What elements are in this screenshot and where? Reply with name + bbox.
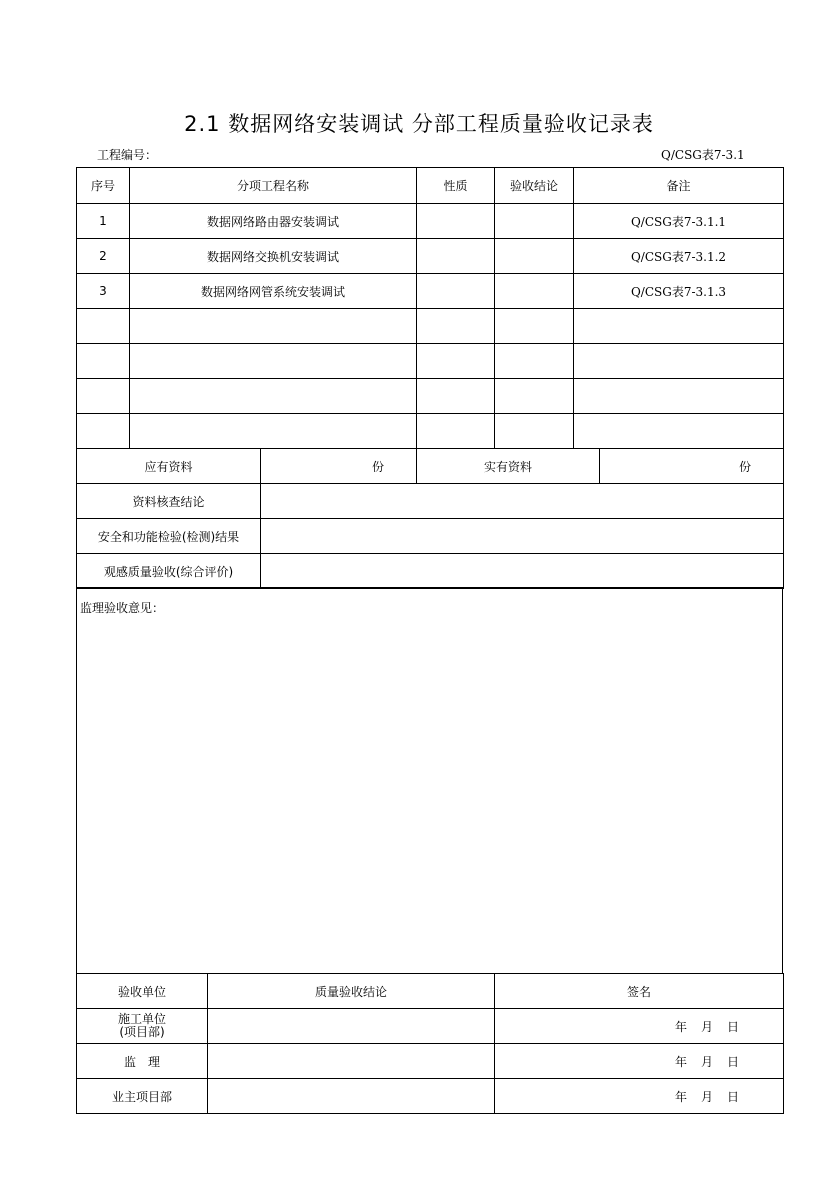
signature-contractor[interactable] xyxy=(495,1009,784,1044)
row-no: 3 xyxy=(77,274,130,309)
unit-contractor-line2: (项目部) xyxy=(119,1025,165,1039)
row-nature[interactable] xyxy=(417,274,495,309)
row-remark[interactable] xyxy=(574,414,784,449)
header-nature: 性质 xyxy=(417,168,495,204)
row-nature[interactable] xyxy=(417,204,495,239)
header-remark: 备注 xyxy=(574,168,784,204)
row-remark[interactable] xyxy=(574,344,784,379)
check-row xyxy=(77,519,784,554)
row-remark: Q/CSG表7-3.1.3 xyxy=(574,274,784,309)
required-docs-unit[interactable]: 份 xyxy=(261,449,417,484)
quality-conclusion-contractor[interactable] xyxy=(208,1009,495,1044)
check-label-safety-function: 安全和功能检验(检测)结果 xyxy=(77,519,261,554)
date-month: 月 xyxy=(700,1019,713,1034)
row-nature[interactable] xyxy=(417,344,495,379)
header-quality-conclusion: 质量验收结论 xyxy=(208,974,495,1009)
row-no[interactable] xyxy=(77,344,130,379)
supervision-opinion-box[interactable] xyxy=(76,587,783,974)
row-nature[interactable] xyxy=(417,379,495,414)
header-name: 分项工程名称 xyxy=(130,168,417,204)
signature-owner[interactable] xyxy=(495,1079,784,1114)
unit-contractor xyxy=(77,1009,208,1044)
row-conclusion[interactable] xyxy=(495,274,574,309)
row-conclusion[interactable] xyxy=(495,239,574,274)
check-row xyxy=(77,484,784,519)
date-year: 年 xyxy=(674,1054,687,1069)
row-name[interactable] xyxy=(130,414,417,449)
table-row xyxy=(77,414,784,449)
check-value-safety-function[interactable] xyxy=(261,519,784,554)
required-docs-label: 应有资料 xyxy=(77,449,261,484)
row-remark: Q/CSG表7-3.1.2 xyxy=(574,239,784,274)
table-row xyxy=(77,239,784,274)
row-nature[interactable] xyxy=(417,239,495,274)
check-row xyxy=(77,554,784,589)
row-conclusion[interactable] xyxy=(495,344,574,379)
table-row xyxy=(77,204,784,239)
check-value-appearance[interactable] xyxy=(261,554,784,589)
documents-row xyxy=(77,449,784,484)
acceptance-row-contractor xyxy=(77,1009,784,1044)
form-code: Q/CSG表7-3.1 xyxy=(661,148,745,162)
supervision-opinion-label: 监理验收意见： xyxy=(80,601,165,615)
actual-docs-label: 实有资料 xyxy=(417,449,600,484)
check-label-docs-review: 资料核查结论 xyxy=(77,484,261,519)
acceptance-row-owner xyxy=(77,1079,784,1114)
project-number-label: 工程编号： xyxy=(97,148,158,162)
row-no: 2 xyxy=(77,239,130,274)
row-name[interactable] xyxy=(130,379,417,414)
unit-contractor-line1: 施工单位 xyxy=(117,1012,166,1026)
row-no[interactable] xyxy=(77,414,130,449)
table-row xyxy=(77,274,784,309)
documents-table xyxy=(76,448,784,484)
row-conclusion[interactable] xyxy=(495,309,574,344)
unit-owner: 业主项目部 xyxy=(77,1079,208,1114)
table-row xyxy=(77,379,784,414)
header-signature: 签名 xyxy=(495,974,784,1009)
items-table xyxy=(76,167,784,449)
row-name: 数据网络路由器安装调试 xyxy=(130,204,417,239)
row-no[interactable] xyxy=(77,379,130,414)
row-name: 数据网络网管系统安装调试 xyxy=(130,274,417,309)
row-remark[interactable] xyxy=(574,379,784,414)
date-day: 日 xyxy=(726,1089,739,1104)
row-name[interactable] xyxy=(130,344,417,379)
quality-conclusion-owner[interactable] xyxy=(208,1079,495,1114)
row-name: 数据网络交换机安装调试 xyxy=(130,239,417,274)
table-row xyxy=(77,309,784,344)
quality-conclusion-supervisor[interactable] xyxy=(208,1044,495,1079)
date-year: 年 xyxy=(674,1019,687,1034)
acceptance-header-row xyxy=(77,974,784,1009)
row-no[interactable] xyxy=(77,309,130,344)
acceptance-table xyxy=(76,973,784,1114)
check-label-appearance: 观感质量验收(综合评价) xyxy=(77,554,261,589)
row-no: 1 xyxy=(77,204,130,239)
row-nature[interactable] xyxy=(417,414,495,449)
date-day: 日 xyxy=(726,1054,739,1069)
table-row xyxy=(77,344,784,379)
acceptance-row-supervisor xyxy=(77,1044,784,1079)
row-conclusion[interactable] xyxy=(495,379,574,414)
row-conclusion[interactable] xyxy=(495,204,574,239)
signature-supervisor[interactable] xyxy=(495,1044,784,1079)
checks-table xyxy=(76,483,784,589)
row-conclusion[interactable] xyxy=(495,414,574,449)
page-title: 2.1 数据网络安装调试 分部工程质量验收记录表 xyxy=(184,112,654,136)
row-nature[interactable] xyxy=(417,309,495,344)
row-remark[interactable] xyxy=(574,309,784,344)
header-no: 序号 xyxy=(77,168,130,204)
row-name[interactable] xyxy=(130,309,417,344)
unit-supervisor: 监 理 xyxy=(77,1044,208,1079)
date-year: 年 xyxy=(674,1089,687,1104)
check-value-docs-review[interactable] xyxy=(261,484,784,519)
date-day: 日 xyxy=(726,1019,739,1034)
header-conclusion: 验收结论 xyxy=(495,168,574,204)
actual-docs-unit[interactable]: 份 xyxy=(600,449,784,484)
date-month: 月 xyxy=(700,1054,713,1069)
date-month: 月 xyxy=(700,1089,713,1104)
row-remark: Q/CSG表7-3.1.1 xyxy=(574,204,784,239)
items-header-row xyxy=(77,168,784,204)
header-acceptance-unit: 验收单位 xyxy=(77,974,208,1009)
